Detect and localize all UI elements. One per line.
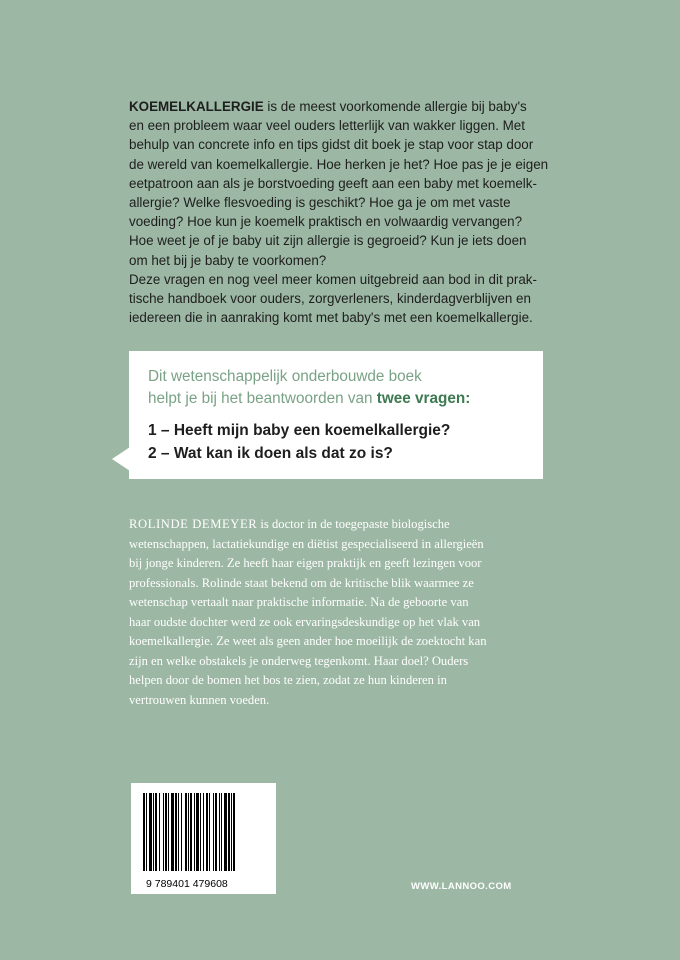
bio-line: zijn en welke obstakels je onderweg tegenkomt. Haar doel? Ouders (129, 653, 469, 668)
barcode-bar (185, 793, 187, 871)
callout-lead-line-1: Dit wetenschappelijk onderbouwde boek (148, 368, 422, 385)
intro-line: iedereen die in aanraking komt met baby's met een koemelkallergie. (129, 310, 533, 326)
callout-box (129, 351, 543, 479)
intro-line: Hoe weet je of je baby uit zijn allergie is gegroeid? Kun je iets doen (129, 233, 527, 249)
bio-line-1 (129, 515, 554, 535)
callout-tail (112, 447, 130, 471)
bio-line: bij jonge kinderen. Ze heeft haar eigen praktijk en geeft lezingen voor (129, 556, 482, 570)
barcode-bar (228, 793, 230, 871)
bio-line: wetenschap vertaalt naar praktische informatie. Na de geboorte van (129, 595, 469, 609)
barcode-bar (203, 793, 204, 871)
barcode-bar (181, 793, 182, 871)
barcode-bar (221, 793, 222, 871)
intro-line: de wereld van koemelkallergie. Hoe herken je het? Hoe pas je je eigen (129, 156, 549, 172)
barcode-bar (233, 793, 235, 871)
barcode-bar (190, 793, 192, 871)
bio-line: professionals. Rolinde staat bekend om de kritische blik waarmee ze (129, 575, 474, 590)
barcode-bar (155, 793, 157, 871)
callout-lead-emphasis: twee vragen: (376, 389, 471, 407)
barcode-bar (146, 793, 147, 871)
intro-line: allergie? Welke flesvoeding is geschikt? Hoe ga je om met vaste (129, 195, 511, 211)
barcode-bar (188, 793, 189, 871)
bio-line: wetenschappen, lactatiekundige en diëtist gespecialiseerd in allergieën (129, 536, 484, 551)
intro-line: om het bij je baby te voorkomen? (129, 252, 327, 268)
bio-first-line-rest: is doctor in de toegepaste biologische (257, 517, 450, 531)
callout-question-1: 1 – Heeft mijn baby een koemelkallergie? (148, 422, 451, 439)
author-bio (129, 515, 554, 710)
intro-line: eetpatroon aan als je borstvoeding geeft aan een baby met koemelk- (129, 175, 537, 191)
barcode-graphic (131, 783, 276, 894)
intro-line-1 (129, 97, 559, 116)
barcode-bar (175, 793, 177, 871)
barcode-digits: 9 789401 479608 (146, 878, 228, 890)
bio-line: koemelkallergie. Ze weet als geen ander hoe moeilijk de zoektocht kan (129, 634, 487, 648)
barcode-bar (213, 793, 214, 871)
barcode-bar (200, 793, 201, 871)
publisher-website: WWW.LANNOO.COM (411, 881, 512, 892)
bio-line: helpen door de bomen het bos te zien, zodat ze hun kinderen in (129, 673, 447, 687)
author-name: ROLINDE DEMEYER (129, 517, 258, 531)
intro-paragraph (129, 97, 559, 327)
intro-line: tische handboek voor ouders, zorgverleners, kinderdagverblijven en (129, 291, 531, 307)
barcode-bar (153, 793, 154, 871)
barcode-bar (143, 793, 145, 871)
intro-first-line-rest: is de meest voorkomende allergie bij baby's (263, 99, 527, 114)
barcode-bar (178, 793, 179, 871)
barcode-bar (171, 793, 174, 871)
barcode-bar (196, 793, 199, 871)
bio-line: vertrouwen kunnen voeden. (129, 692, 270, 707)
barcode-bar (159, 793, 160, 871)
barcode-bar (194, 793, 195, 871)
intro-line: voeding? Hoe kun je koemelk praktisch en volwaardig vervangen? (129, 214, 523, 230)
barcode-bar (231, 793, 232, 871)
barcode-bar (215, 793, 217, 871)
barcode-bar (168, 793, 169, 871)
barcode-bar (219, 793, 220, 871)
callout-lead (148, 366, 538, 409)
intro-keyword: KOEMELKALLERGIE (129, 99, 264, 114)
barcode-bar (224, 793, 227, 871)
intro-line: behulp van concrete info en tips gidst dit boek je stap voor stap door (129, 137, 534, 153)
barcode-bar (209, 793, 210, 871)
bio-line: haar oudste dochter werd ze ook ervaringsdeskundige op het vlak van (129, 614, 481, 629)
barcode (131, 783, 276, 894)
callout-question-2: 2 – Wat kan ik doen als dat zo is? (148, 445, 393, 462)
intro-line: en een probleem waar veel ouders letterlijk van wakker liggen. Met (129, 118, 525, 134)
barcode-bar (206, 793, 208, 871)
barcode-bar (149, 793, 152, 871)
barcode-bar (163, 793, 164, 871)
callout-lead-line-2: helpt je bij het beantwoorden van (148, 389, 377, 407)
barcode-bar (165, 793, 167, 871)
intro-line: Deze vragen en nog veel meer komen uitgebreid aan bod in dit prak- (129, 271, 537, 287)
